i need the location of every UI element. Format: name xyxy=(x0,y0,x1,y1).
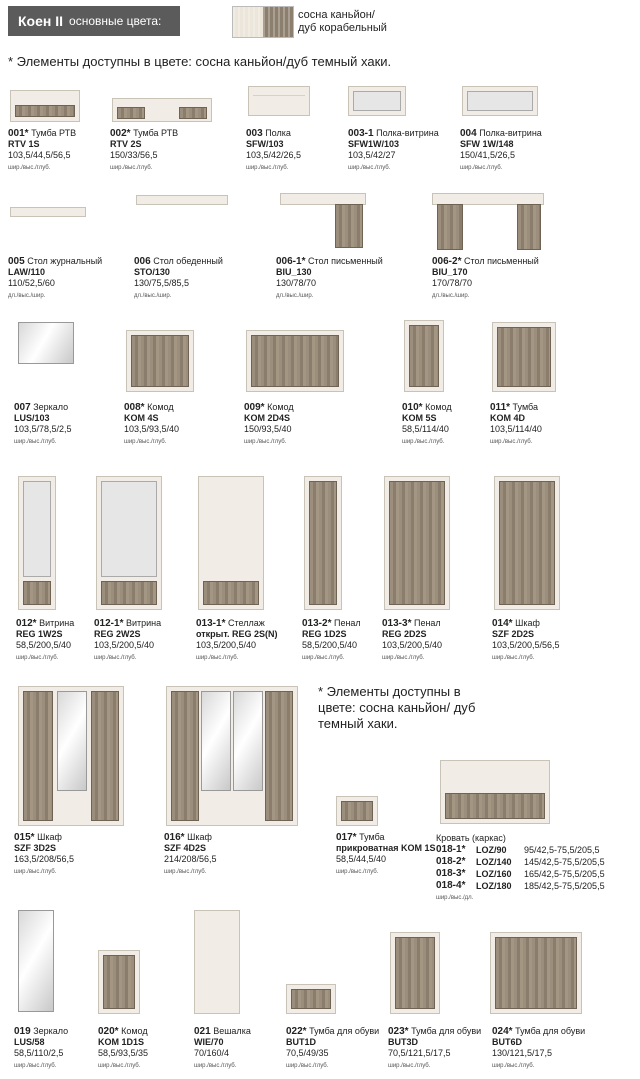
item-number: 007 xyxy=(14,402,31,413)
item-card xyxy=(8,128,76,174)
item-card xyxy=(16,618,74,664)
item-model: STO/130 xyxy=(134,267,170,277)
item-dims: 130/78/70 xyxy=(276,278,317,288)
item-card xyxy=(244,402,294,448)
item-number: 020* xyxy=(98,1026,119,1037)
item-dims: 58,5/110/2,5 xyxy=(14,1048,64,1058)
item-number: 014* xyxy=(492,618,513,629)
bed-row xyxy=(436,868,605,880)
shoe-cabinet-3d-image xyxy=(390,932,440,1014)
item-dims: 170/78/70 xyxy=(432,278,473,288)
swatch-label-line2: дуб корабельный xyxy=(298,22,387,34)
item-name: Тумба РТВ xyxy=(31,128,77,138)
item-model: BUT1D xyxy=(286,1037,317,1047)
pencil-case-1d-image xyxy=(304,476,342,610)
item-name: Комод xyxy=(267,402,294,412)
mirror-small-image xyxy=(18,910,54,1012)
item-name: Шкаф xyxy=(187,832,212,842)
item-dims: 163,5/208/56,5 xyxy=(14,854,75,864)
shoe-cabinet-1d-image xyxy=(286,984,336,1014)
hanger-image xyxy=(194,910,240,1014)
item-unit: шир./выс./глуб. xyxy=(14,869,57,875)
item-card xyxy=(460,128,542,174)
item-model: KOM 4S xyxy=(124,413,159,423)
item-unit: шир./выс./глуб. xyxy=(196,655,239,661)
item-number: 024* xyxy=(492,1026,513,1037)
item-name: Стеллаж xyxy=(227,618,265,628)
item-unit: шир./выс./глуб. xyxy=(492,655,535,661)
item-number: 006-1* xyxy=(276,256,306,267)
item-name: Зеркало xyxy=(33,1026,69,1036)
item-model: REG 1W2S xyxy=(16,629,63,639)
wardrobe-4d-image xyxy=(166,686,298,826)
bed-row xyxy=(436,856,605,868)
item-name: Стол письменный xyxy=(463,256,539,266)
item-unit: дл./выс./шир. xyxy=(276,293,314,299)
item-name: Полка xyxy=(265,128,291,138)
item-card xyxy=(14,832,74,878)
item-unit: дл./выс./шир. xyxy=(134,293,172,299)
item-model: прикроватная KOM 1S xyxy=(336,843,436,853)
item-number: 005 xyxy=(8,256,25,267)
item-number: 009* xyxy=(244,402,265,413)
chest-1d1s-image xyxy=(98,950,140,1014)
item-model: SFW1W/103 xyxy=(348,139,400,149)
item-name: Комод xyxy=(121,1026,148,1036)
item-unit: шир./выс./глуб. xyxy=(14,1063,57,1069)
item-number: 013-2* xyxy=(302,618,332,629)
item-card xyxy=(194,1026,251,1072)
tv-stand-wide-image xyxy=(112,98,212,122)
item-card xyxy=(8,256,102,302)
bed-dims: 145/42,5-75,5/205,5 xyxy=(524,857,605,867)
item-unit: шир./выс./глуб. xyxy=(110,165,153,171)
item-card xyxy=(382,618,442,664)
item-unit: шир./выс./глуб. xyxy=(194,1063,237,1069)
item-unit: шир./выс./глуб. xyxy=(244,439,287,445)
shoe-cabinet-6d-image xyxy=(490,932,582,1014)
item-card xyxy=(110,128,178,174)
bed-image xyxy=(440,760,550,824)
item-unit: шир./выс./глуб. xyxy=(98,1063,141,1069)
item-unit: шир./выс./глуб. xyxy=(302,655,345,661)
item-unit: шир./выс./глуб. xyxy=(388,1063,431,1069)
item-unit: шир./выс./глуб. xyxy=(14,439,57,445)
item-unit: дл./выс./шир. xyxy=(432,293,470,299)
item-card xyxy=(348,128,439,174)
collection-subtitle: основные цвета: xyxy=(69,14,162,28)
item-model: LUS/103 xyxy=(14,413,50,423)
mirror-image xyxy=(18,322,74,364)
chest-4-image xyxy=(126,330,194,392)
cabinet-4d-image xyxy=(492,322,556,392)
item-model: открыт. REG 2S(N) xyxy=(196,629,278,639)
item-card xyxy=(302,618,361,664)
item-number: 012* xyxy=(16,618,37,629)
tv-stand-image xyxy=(10,90,80,122)
item-unit: шир./выс./глуб. xyxy=(336,869,379,875)
item-unit: шир./выс./глуб. xyxy=(16,655,59,661)
item-dims: 103,5/200,5/56,5 xyxy=(492,640,560,650)
desk-small-image xyxy=(280,193,366,205)
item-name: Тумба РТВ xyxy=(133,128,179,138)
swatch-label-line1: сосна каньйон/ xyxy=(298,9,375,21)
item-name: Шкаф xyxy=(37,832,62,842)
item-name: Тумба для обуви xyxy=(515,1026,586,1036)
bed-model: LOZ/90 xyxy=(476,845,507,855)
item-card xyxy=(164,832,217,878)
item-name: Тумба для обуви xyxy=(309,1026,380,1036)
item-number: 013-3* xyxy=(382,618,412,629)
bed-title: Кровать (каркас) xyxy=(436,833,506,843)
item-model: KOM 4D xyxy=(490,413,526,423)
item-name: Полка-витрина xyxy=(376,128,439,138)
item-number: 001* xyxy=(8,128,29,139)
bed-unit: шир./выс./дл. xyxy=(436,895,474,901)
pencil-case-2d-image xyxy=(384,476,450,610)
item-card xyxy=(196,618,278,664)
chest-5-image xyxy=(404,320,444,392)
item-model: BIU_170 xyxy=(432,267,468,277)
item-dims: 70/160/4 xyxy=(194,1048,230,1058)
item-dims: 103,5/114/40 xyxy=(490,424,542,434)
item-card xyxy=(14,1026,68,1072)
item-unit: шир./выс./глуб. xyxy=(246,165,289,171)
bed-model: LOZ/180 xyxy=(476,881,512,891)
item-dims: 103,5/42/27 xyxy=(348,150,396,160)
bed-row xyxy=(436,880,605,892)
item-dims: 103,5/44,5/56,5 xyxy=(8,150,71,160)
item-card xyxy=(276,256,383,302)
bed-dims: 185/42,5-75,5/205,5 xyxy=(524,881,605,891)
item-number: 012-1* xyxy=(94,618,124,629)
collection-header xyxy=(8,6,180,36)
item-card xyxy=(432,256,539,302)
item-number: 002* xyxy=(110,128,131,139)
item-unit: шир./выс./глуб. xyxy=(348,165,391,171)
item-number: 006-2* xyxy=(432,256,462,267)
item-model: SZF 4D2S xyxy=(164,843,207,853)
item-dims: 58,5/114/40 xyxy=(402,424,449,434)
item-name: Пенал xyxy=(413,618,441,628)
item-card xyxy=(246,128,301,174)
item-model: KOM 2D4S xyxy=(244,413,291,423)
item-card xyxy=(388,1026,481,1072)
item-unit: шир./выс./глуб. xyxy=(490,439,533,445)
item-dims: 110/52,5/60 xyxy=(8,278,55,288)
item-unit: шир./выс./глуб. xyxy=(286,1063,329,1069)
item-model: RTV 2S xyxy=(110,139,142,149)
item-name: Шкаф xyxy=(515,618,540,628)
item-unit: шир./выс./глуб. xyxy=(382,655,425,661)
wardrobe-2d-image xyxy=(494,476,560,610)
item-name: Витрина xyxy=(39,618,75,628)
item-dims: 150/93,5/40 xyxy=(244,424,292,434)
item-number: 004 xyxy=(460,128,477,139)
display-1w-image xyxy=(18,476,56,610)
item-dims: 150/41,5/26,5 xyxy=(460,150,516,160)
item-card xyxy=(286,1026,379,1072)
item-dims: 58,5/93,5/35 xyxy=(98,1048,149,1058)
item-model: KOM 1D1S xyxy=(98,1037,145,1047)
item-model: RTV 1S xyxy=(8,139,40,149)
item-number: 011* xyxy=(490,402,511,413)
bed-num: 018-4* xyxy=(436,880,466,891)
item-dims: 103,5/200,5/40 xyxy=(94,640,155,650)
item-card xyxy=(402,402,452,448)
item-number: 016* xyxy=(164,832,185,843)
item-card xyxy=(134,256,223,302)
item-unit: шир./выс./глуб. xyxy=(124,439,167,445)
item-unit: шир./выс./глуб. xyxy=(164,869,207,875)
bed-model: LOZ/160 xyxy=(476,869,512,879)
item-model: SZF 3D2S xyxy=(14,843,57,853)
coffee-table-image xyxy=(10,207,86,217)
item-number: 023* xyxy=(388,1026,409,1037)
bed-row xyxy=(436,844,605,856)
item-dims: 103,5/200,5/40 xyxy=(382,640,443,650)
item-name: Стол письменный xyxy=(307,256,383,266)
item-name: Стол обеденный xyxy=(153,256,223,266)
item-model: SZF 2D2S xyxy=(492,629,535,639)
item-number: 008* xyxy=(124,402,145,413)
color-swatch xyxy=(232,6,294,38)
bed-num: 018-3* xyxy=(436,868,466,879)
item-dims: 103,5/93,5/40 xyxy=(124,424,180,434)
item-name: Пенал xyxy=(333,618,361,628)
item-model: REG 2W2S xyxy=(94,629,141,639)
item-dims: 130/121,5/17,5 xyxy=(492,1048,553,1058)
item-name: Тумба для обуви xyxy=(411,1026,482,1036)
item-card xyxy=(336,832,436,878)
item-number: 022* xyxy=(286,1026,307,1037)
item-number: 010* xyxy=(402,402,423,413)
item-card xyxy=(14,402,72,448)
item-name: Тумба xyxy=(359,832,385,842)
item-dims: 214/208/56,5 xyxy=(164,854,217,864)
item-name: Комод xyxy=(147,402,174,412)
item-dims: 70,5/49/35 xyxy=(286,1048,329,1058)
item-unit: дл./выс./шир. xyxy=(8,293,46,299)
bed-num: 018-2* xyxy=(436,856,466,867)
availability-note-mid: * Элементы доступны в цвете: сосна каньйон/ дуб темный хаки. xyxy=(318,684,476,731)
item-name: Вешалка xyxy=(213,1026,251,1036)
item-number: 003-1 xyxy=(348,128,374,139)
shelf-display-image xyxy=(348,86,406,116)
shelf-display-wide-image xyxy=(462,86,538,116)
desk-large-image xyxy=(432,193,544,205)
nightstand-image xyxy=(336,796,378,826)
item-number: 017* xyxy=(336,832,357,843)
bed-model: LOZ/140 xyxy=(476,857,512,867)
item-unit: шир./выс./глуб. xyxy=(460,165,503,171)
display-2w-image xyxy=(96,476,162,610)
bed-dims: 95/42,5-75,5/205,5 xyxy=(524,845,600,855)
item-dims: 103,5/78,5/2,5 xyxy=(14,424,72,434)
item-unit: шир./выс./глуб. xyxy=(8,165,51,171)
item-dims: 103,5/200,5/40 xyxy=(196,640,257,650)
item-dims: 103,5/42/26,5 xyxy=(246,150,302,160)
item-model: LUS/58 xyxy=(14,1037,45,1047)
item-number: 013-1* xyxy=(196,618,226,629)
item-name: Тумба xyxy=(512,402,538,412)
item-card xyxy=(492,618,560,664)
item-dims: 58,5/200,5/40 xyxy=(302,640,358,650)
item-name: Зеркало xyxy=(33,402,69,412)
item-name: Полка-витрина xyxy=(479,128,542,138)
item-name: Витрина xyxy=(125,618,162,628)
item-model: BUT3D xyxy=(388,1037,419,1047)
item-model: SFW 1W/148 xyxy=(460,139,514,149)
item-unit: шир./выс./глуб. xyxy=(492,1063,535,1069)
dining-table-image xyxy=(136,195,228,205)
item-model: WIE/70 xyxy=(194,1037,224,1047)
item-model: BUT6D xyxy=(492,1037,523,1047)
item-model: KOM 5S xyxy=(402,413,437,423)
collection-title: Коен II xyxy=(18,13,64,29)
item-name: Стол журнальный xyxy=(27,256,103,266)
availability-note: * Элементы доступны в цвете: сосна каньйон/дуб темный хаки. xyxy=(8,54,392,69)
item-number: 006 xyxy=(134,256,151,267)
item-number: 019 xyxy=(14,1026,31,1037)
chest-2d4s-image xyxy=(246,330,344,392)
item-card xyxy=(94,618,161,664)
item-card xyxy=(490,402,542,448)
shelf-image xyxy=(248,86,310,116)
item-number: 015* xyxy=(14,832,35,843)
item-unit: шир./выс./глуб. xyxy=(94,655,137,661)
item-model: BIU_130 xyxy=(276,267,312,277)
item-card xyxy=(492,1026,585,1072)
item-card xyxy=(124,402,179,448)
bed-size-table xyxy=(436,832,605,904)
item-card xyxy=(98,1026,148,1072)
item-dims: 58,5/44,5/40 xyxy=(336,854,387,864)
item-name: Комод xyxy=(425,402,452,412)
swatch-label xyxy=(298,9,387,35)
item-model: REG 1D2S xyxy=(302,629,347,639)
bed-dims: 165/42,5-75,5/205,5 xyxy=(524,869,605,879)
item-number: 021 xyxy=(194,1026,211,1037)
item-dims: 150/33/56,5 xyxy=(110,150,158,160)
item-unit: шир./выс./глуб. xyxy=(402,439,445,445)
open-shelf-image xyxy=(198,476,264,610)
wardrobe-3d-image xyxy=(18,686,124,826)
item-dims: 130/75,5/85,5 xyxy=(134,278,190,288)
item-dims: 58,5/200,5/40 xyxy=(16,640,72,650)
item-model: LAW/110 xyxy=(8,267,46,277)
item-model: REG 2D2S xyxy=(382,629,427,639)
item-model: SFW/103 xyxy=(246,139,284,149)
item-number: 003 xyxy=(246,128,263,139)
item-dims: 70,5/121,5/17,5 xyxy=(388,1048,451,1058)
bed-num: 018-1* xyxy=(436,844,466,855)
